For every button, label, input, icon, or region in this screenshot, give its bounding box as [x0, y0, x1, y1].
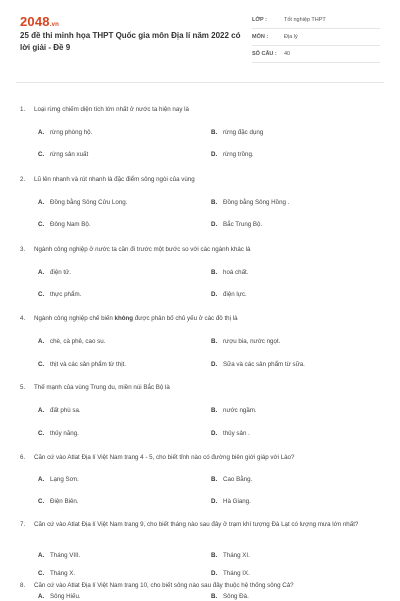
option-text: Tháng XI. [223, 552, 250, 559]
option-letter: D. [211, 498, 218, 505]
question-text-before: Ngành công nghiệp chế biến [34, 315, 115, 322]
option-letter: A. [38, 476, 45, 483]
option-a[interactable] [38, 551, 80, 560]
meta-value: Tốt nghiệp THPT [284, 17, 326, 23]
option-letter: A. [38, 199, 45, 206]
option-text: điện tử. [50, 269, 71, 276]
option-letter: D. [211, 221, 218, 228]
question-text: Loại rừng chiếm diện tích lớn nhất ở nước ta hiện nay là [34, 106, 189, 113]
question-number: 8. [20, 582, 26, 589]
option-d[interactable] [211, 569, 250, 578]
question-stem [20, 175, 380, 185]
option-letter: C. [38, 430, 45, 437]
question-text: Căn cứ vào Atlat Địa lí Việt Nam trang 4 - 5, cho biết tỉnh nào có đường biên giới giáp với Lào? [34, 454, 295, 461]
question-number: 7. [20, 521, 26, 528]
option-text: thịt và các sản phẩm từ thịt. [50, 361, 127, 368]
option-text: đất phù sa. [50, 407, 81, 414]
meta-value: Địa lý [284, 34, 298, 40]
question-number: 3. [20, 246, 26, 253]
option-letter: B. [211, 129, 218, 136]
option-letter: B. [211, 199, 218, 206]
meta-key: SỐ CÂU : [252, 51, 277, 57]
option-letter: D. [211, 361, 218, 368]
option-letter: D. [211, 430, 218, 437]
option-letter: B. [211, 338, 218, 345]
option-c[interactable] [38, 569, 75, 578]
option-c[interactable] [38, 220, 91, 229]
option-letter: B. [211, 476, 218, 483]
option-d[interactable] [211, 150, 254, 159]
question-1 [20, 105, 380, 115]
meta-row-class [252, 12, 380, 29]
option-text: thủy năng. [50, 430, 79, 437]
question-stem [20, 453, 380, 463]
option-b[interactable] [211, 337, 280, 346]
meta-value: 40 [284, 51, 291, 57]
option-text: Bắc Trung Bộ. [223, 221, 263, 228]
logo-text: 2048 [20, 14, 50, 29]
option-letter: C. [38, 291, 45, 298]
option-text: nước ngầm. [223, 407, 257, 414]
option-text: Điện Biên. [50, 498, 79, 505]
option-text: Cao Bằng. [223, 476, 253, 483]
option-a[interactable] [38, 406, 81, 415]
option-c[interactable] [38, 290, 81, 299]
option-letter: D. [211, 151, 218, 158]
page-header [0, 0, 400, 82]
document-title: 25 đề thi minh họa THPT Quốc gia môn Địa lí năm 2022 có lời giải - Đề 9 [20, 31, 241, 52]
option-text: Tháng X. [50, 570, 76, 577]
option-a[interactable] [38, 337, 105, 346]
option-b[interactable] [211, 475, 252, 484]
question-text: Căn cứ vào Atlat Địa lí Việt Nam trang 10, cho biết sông nào sau đây thuộc hệ thống sông Cả? [34, 582, 294, 589]
option-text: rừng sản xuất [50, 151, 89, 158]
option-letter: A. [38, 338, 45, 345]
option-letter: B. [211, 269, 218, 276]
option-text: chè, cà phê, cao su. [50, 338, 106, 345]
question-4 [20, 314, 380, 324]
question-number: 2. [20, 176, 26, 183]
question-stem [20, 520, 380, 530]
question-stem [20, 383, 380, 393]
option-d[interactable] [211, 360, 305, 369]
question-stem [20, 314, 380, 324]
option-text: Tháng VIII. [50, 552, 81, 559]
question-number: 1. [20, 106, 26, 113]
option-d[interactable] [211, 290, 247, 299]
question-text-after: được phân bố chủ yếu ở các đô thị là [133, 315, 238, 322]
logo-suffix: .vn [49, 22, 60, 28]
meta-row-question-count [252, 46, 380, 63]
question-stem [20, 245, 380, 255]
option-text: Tháng IX. [223, 570, 250, 577]
option-b[interactable] [211, 268, 248, 277]
option-text: Hà Giang. [223, 498, 251, 505]
option-text: hoá chất. [223, 269, 249, 276]
option-a[interactable] [38, 268, 71, 277]
question-number: 4. [20, 315, 26, 322]
option-letter: C. [38, 498, 45, 505]
option-letter: B. [211, 593, 218, 600]
option-text: Lạng Sơn. [50, 476, 79, 483]
option-b[interactable] [211, 406, 257, 415]
question-2 [20, 175, 380, 185]
option-letter: C. [38, 570, 45, 577]
option-text: Sông Đà. [223, 593, 249, 600]
question-text: Ngành công nghiệp ở nước ta cần đi trước một bước so với các ngành khác là [34, 246, 251, 253]
option-letter: A. [38, 407, 45, 414]
option-letter: D. [211, 570, 218, 577]
option-d[interactable] [211, 220, 262, 229]
option-text: Đông Nam Bộ. [50, 221, 91, 228]
option-letter: C. [38, 221, 45, 228]
meta-key: MÔN : [252, 34, 269, 40]
question-text: Thế mạnh của vùng Trung du, miền núi Bắc Bộ là [34, 384, 170, 391]
question-6 [20, 453, 380, 463]
option-text: rừng phòng hộ. [50, 129, 93, 136]
option-text: rừng trồng. [223, 151, 254, 158]
question-number: 5. [20, 384, 26, 391]
question-number: 6. [20, 454, 26, 461]
option-b[interactable] [211, 198, 289, 207]
option-d[interactable] [211, 497, 251, 506]
question-7 [20, 520, 380, 530]
question-stem [20, 105, 380, 115]
question-emphasis: không [114, 315, 134, 322]
question-5 [20, 383, 380, 393]
question-text [34, 314, 380, 324]
question-8 [20, 581, 380, 591]
question-3 [20, 245, 380, 255]
option-d[interactable] [211, 429, 250, 438]
option-c[interactable] [38, 497, 79, 506]
option-text: Sông Hiếu. [50, 593, 81, 600]
option-letter: B. [211, 552, 218, 559]
option-text: Đồng bằng Sông Cửu Long. [50, 199, 128, 206]
option-a[interactable] [38, 475, 79, 484]
option-letter: B. [211, 407, 218, 414]
option-text: rừng đặc dụng [223, 129, 264, 136]
option-letter: C. [38, 151, 45, 158]
option-letter: D. [211, 291, 218, 298]
option-text: Sữa và các sản phẩm từ sữa. [223, 361, 305, 368]
option-a[interactable] [38, 198, 127, 207]
option-text: rượu bia, nước ngọt. [223, 338, 281, 345]
option-text: thủy sản . [223, 430, 250, 437]
question-stem [20, 581, 380, 591]
option-letter: A. [38, 269, 45, 276]
option-b[interactable] [211, 128, 263, 137]
option-letter: C. [38, 361, 45, 368]
option-letter: A. [38, 129, 45, 136]
meta-table [252, 12, 380, 63]
header-divider [16, 82, 384, 83]
meta-row-subject [252, 29, 380, 46]
option-text: Đồng bằng Sông Hồng . [223, 199, 290, 206]
option-b[interactable] [211, 551, 250, 560]
option-c[interactable] [38, 150, 88, 159]
option-c[interactable] [38, 429, 79, 438]
option-letter: A. [38, 593, 45, 600]
question-text: Căn cứ vào Atlat Địa lí Việt Nam trang 9, cho biết tháng nào sau đây ở trạm khí tượng Đà Lạt có lượng mưa lớn nhất? [34, 521, 359, 528]
option-text: thực phẩm. [50, 291, 82, 298]
option-text: điện lực. [223, 291, 247, 298]
option-letter: A. [38, 552, 45, 559]
option-c[interactable] [38, 360, 126, 369]
option-a[interactable] [38, 128, 92, 137]
meta-key: LỚP : [252, 17, 267, 23]
question-text: Lũ lên nhanh và rút nhanh là đặc điểm sông ngòi của vùng [34, 176, 195, 183]
